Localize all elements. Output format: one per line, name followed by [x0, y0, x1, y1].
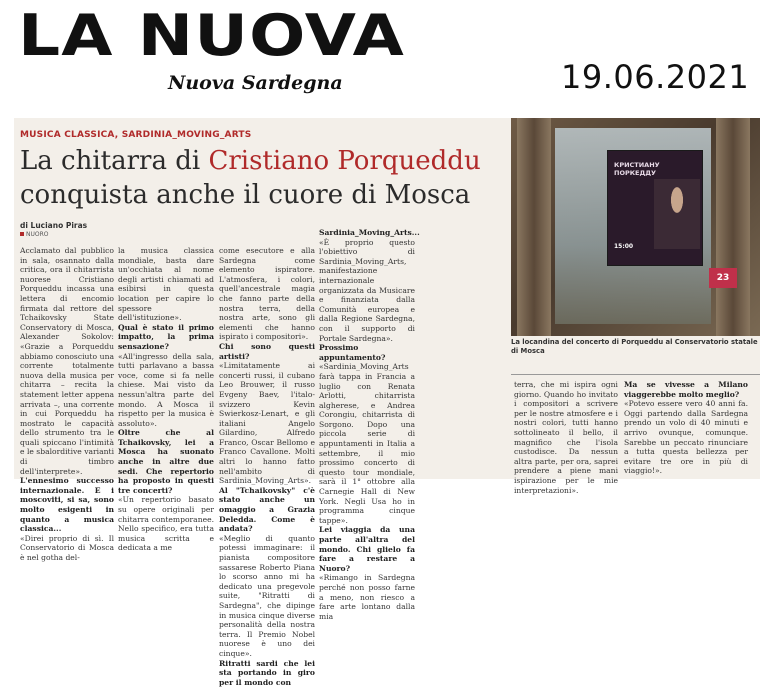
photo-pillar	[517, 118, 551, 336]
poster-title: КРИСТИАНУ ПОРКЕДДУ	[614, 161, 660, 177]
question: Prossimo appuntamento?	[319, 343, 386, 362]
question: Lei viaggia da una parte all'altra del mondo. Chi glielo fa fare a restare a Nuoro?	[319, 525, 415, 573]
question: Chi sono questi artisti?	[219, 341, 315, 361]
photo-pillar	[716, 118, 750, 336]
article-location	[20, 231, 49, 238]
question: Al "Tchaikovsky" c'è stato anche un omaggio a Grazia Deledda. Come è andata?	[219, 485, 315, 534]
caption-divider	[511, 374, 760, 375]
text-column-2	[118, 246, 214, 553]
paragraph: «Direi proprio di sì. Il Conservatorio di Mosca è nel gotha del-	[20, 533, 114, 562]
location-marker-icon	[20, 232, 24, 236]
guitarist-figure-icon	[654, 179, 700, 249]
paragraph: «Un repertorio basato su opere originali per chitarra contemporanee. Nello specifico, era tutta musica scritta e dedicata a me	[118, 495, 214, 553]
question: Ritratti sardi che lei sta portando in giro per il mondo con	[219, 658, 315, 687]
question: Oltre che al Tchaikovsky, lei a Mosca ha suonato anche in altre due sedi. Che repertorio ha proposto in questi tre concerti?	[118, 428, 214, 495]
paragraph: «Limitatamente ai concerti russi, il cubano Leo Brouwer, il russo Evgeny Baev, l'italo-svizzero Kevin Swierkosz-Lenart, e gli italiani Angelo Gilardino, Alfredo Franco, Oscar Bellomo e Franco Cavallone. Molti altri lo hanno fatto nell'ambito di Sardinia_Moving_Arts».	[219, 361, 315, 486]
concert-poster	[607, 150, 703, 266]
article-headline	[20, 144, 510, 212]
paragraph: «È proprio questo l'obiettivo di Sardinia_Moving_Arts, manifestazione internazionale organizzata da Musicare e finanziata dalla Comunità europea e dalla Regione Sardegna, con il supporto di Portale Sardegna».	[319, 237, 415, 343]
concert-photo	[511, 118, 760, 336]
question: L'ennesimo successo internazionale. E i moscoviti, si sa, sono molto esigenti in quanto a musica classica...	[20, 476, 114, 534]
masthead-subtitle: Nuova Sardegna	[168, 72, 343, 94]
paragraph: la musica classica mondiale, basta dare un'occhiata al nome degli artisti chiamati ad esibirsi in questa location per capire lo spessore dell'istituzione».	[118, 246, 214, 323]
text-column-6	[514, 380, 618, 495]
article-kicker: MUSICA CLASSICA, SARDINIA_MOVING_ARTS	[20, 130, 252, 140]
headline-part-2: conquista anche il cuore di Mosca	[20, 180, 471, 210]
paragraph: «Potevo essere vero 40 anni fa. Oggi partendo dalla Sardegna prendo un volo di 40 minuti e arrivo ovunque, comunque. Sarebbe un peccato rinunciare a tutta questa bellezza per evitare tre ore in più di viaggio!».	[624, 399, 748, 476]
text-column-3	[219, 246, 315, 687]
photo-sign: 23	[709, 268, 737, 288]
text-column-4	[319, 228, 420, 621]
headline-highlight: Cristiano Porqueddu	[208, 146, 481, 176]
question: Sardinia_Moving_Arts...	[319, 228, 420, 237]
location-label: NUORO	[26, 231, 49, 238]
paragraph: «All'ingresso della sala, tutti parlavano a bassa voce, come si fa nelle chiese. Mai visto da nessun'altra parte del mondo. A Mosca il rispetto per la musica è assoluto».	[118, 351, 214, 428]
text-column-1	[20, 246, 114, 562]
paragraph: «Sardinia_Moving_Arts farà tappa in Francia a luglio con Renata Arlotti, chitarrista algherese, e Andrea Corongiu, chitarrista di Sorgono. Dopo una piccola serie di appuntamenti in Italia a settembre, il mio prossimo concerto di questo tour mondiale, sarà il 1° ottobre alla Carnegie Hall di New York. Negli Usa ho in programma cinque tappe».	[319, 362, 415, 525]
paragraph: come esecutore e alla Sardegna come elemento ispiratore. L'atmosfera, i colori, quell'ancestrale magia che fanno parte della nostra terra, della nostra arte, sono gli elementi che hanno ispirato i compositori».	[219, 246, 315, 342]
masthead	[18, 3, 405, 102]
publication-date: 19.06.2021	[561, 58, 750, 96]
masthead-title: LA NUOVA	[18, 3, 405, 69]
question: Qual è stato il primo impatto, la prima sensazione?	[118, 322, 214, 351]
paragraph: terra, che mi ispira ogni giorno. Quando ho invitato i compositori a scrivere per le nostre atmosfere e i nostri colori, tutti hanno sottolineato il bello, il magnifico che l'isola custodisce. Da nessun altra parte, per ora, saprei prendere a piene mani ispirazione per le mie interpretazioni».	[514, 380, 618, 495]
paragraph: «Rimango in Sardegna perché non posso farne a meno, non riesco a fare arte lontano dalla mia	[319, 573, 415, 621]
paragraph: Acclamato dal pubblico in sala, osannato dalla critica, ora il chitarrista nuorese Cristiano Porqueddu incassa una lettera di encomio firmata dal rettore del Tchaikovsky State Conservatory di Mosca, Alexander Sokolov: «Grazie a Porqueddu abbiamo conosciuto una corrente totalmente nuova della musica per chitarra – recita la statement letter appena arrivata –, una corrente in cui Porqueddu ha mostrato le capacità dello strumento tra le quali spiccano l'intimità e le sbalorditive varianti di timbro dell'interprete».	[20, 246, 114, 476]
poster-time: 15:00	[614, 243, 634, 250]
article-byline: di Luciano Piras	[20, 221, 88, 230]
paragraph: «Meglio di quanto potessi immaginare: il pianista compositore sassarese Roberto Piana lo scorso anno mi ha dedicato una pregevole suite, "Ritratti di Sardegna", che dipinge in musica cinque diverse personalità della nostra terra. Il Premio Nobel nuorese è uno dei cinque».	[219, 533, 315, 658]
photo-caption: La locandina del concerto di Porqueddu al Conservatorio statale di Mosca	[511, 338, 758, 355]
text-column-7	[624, 380, 748, 476]
newspaper-clipping	[14, 118, 760, 687]
headline-part-1: La chitarra di	[20, 146, 209, 176]
question: Ma se vivesse a Milano viaggerebbe molto meglio?	[624, 380, 748, 399]
